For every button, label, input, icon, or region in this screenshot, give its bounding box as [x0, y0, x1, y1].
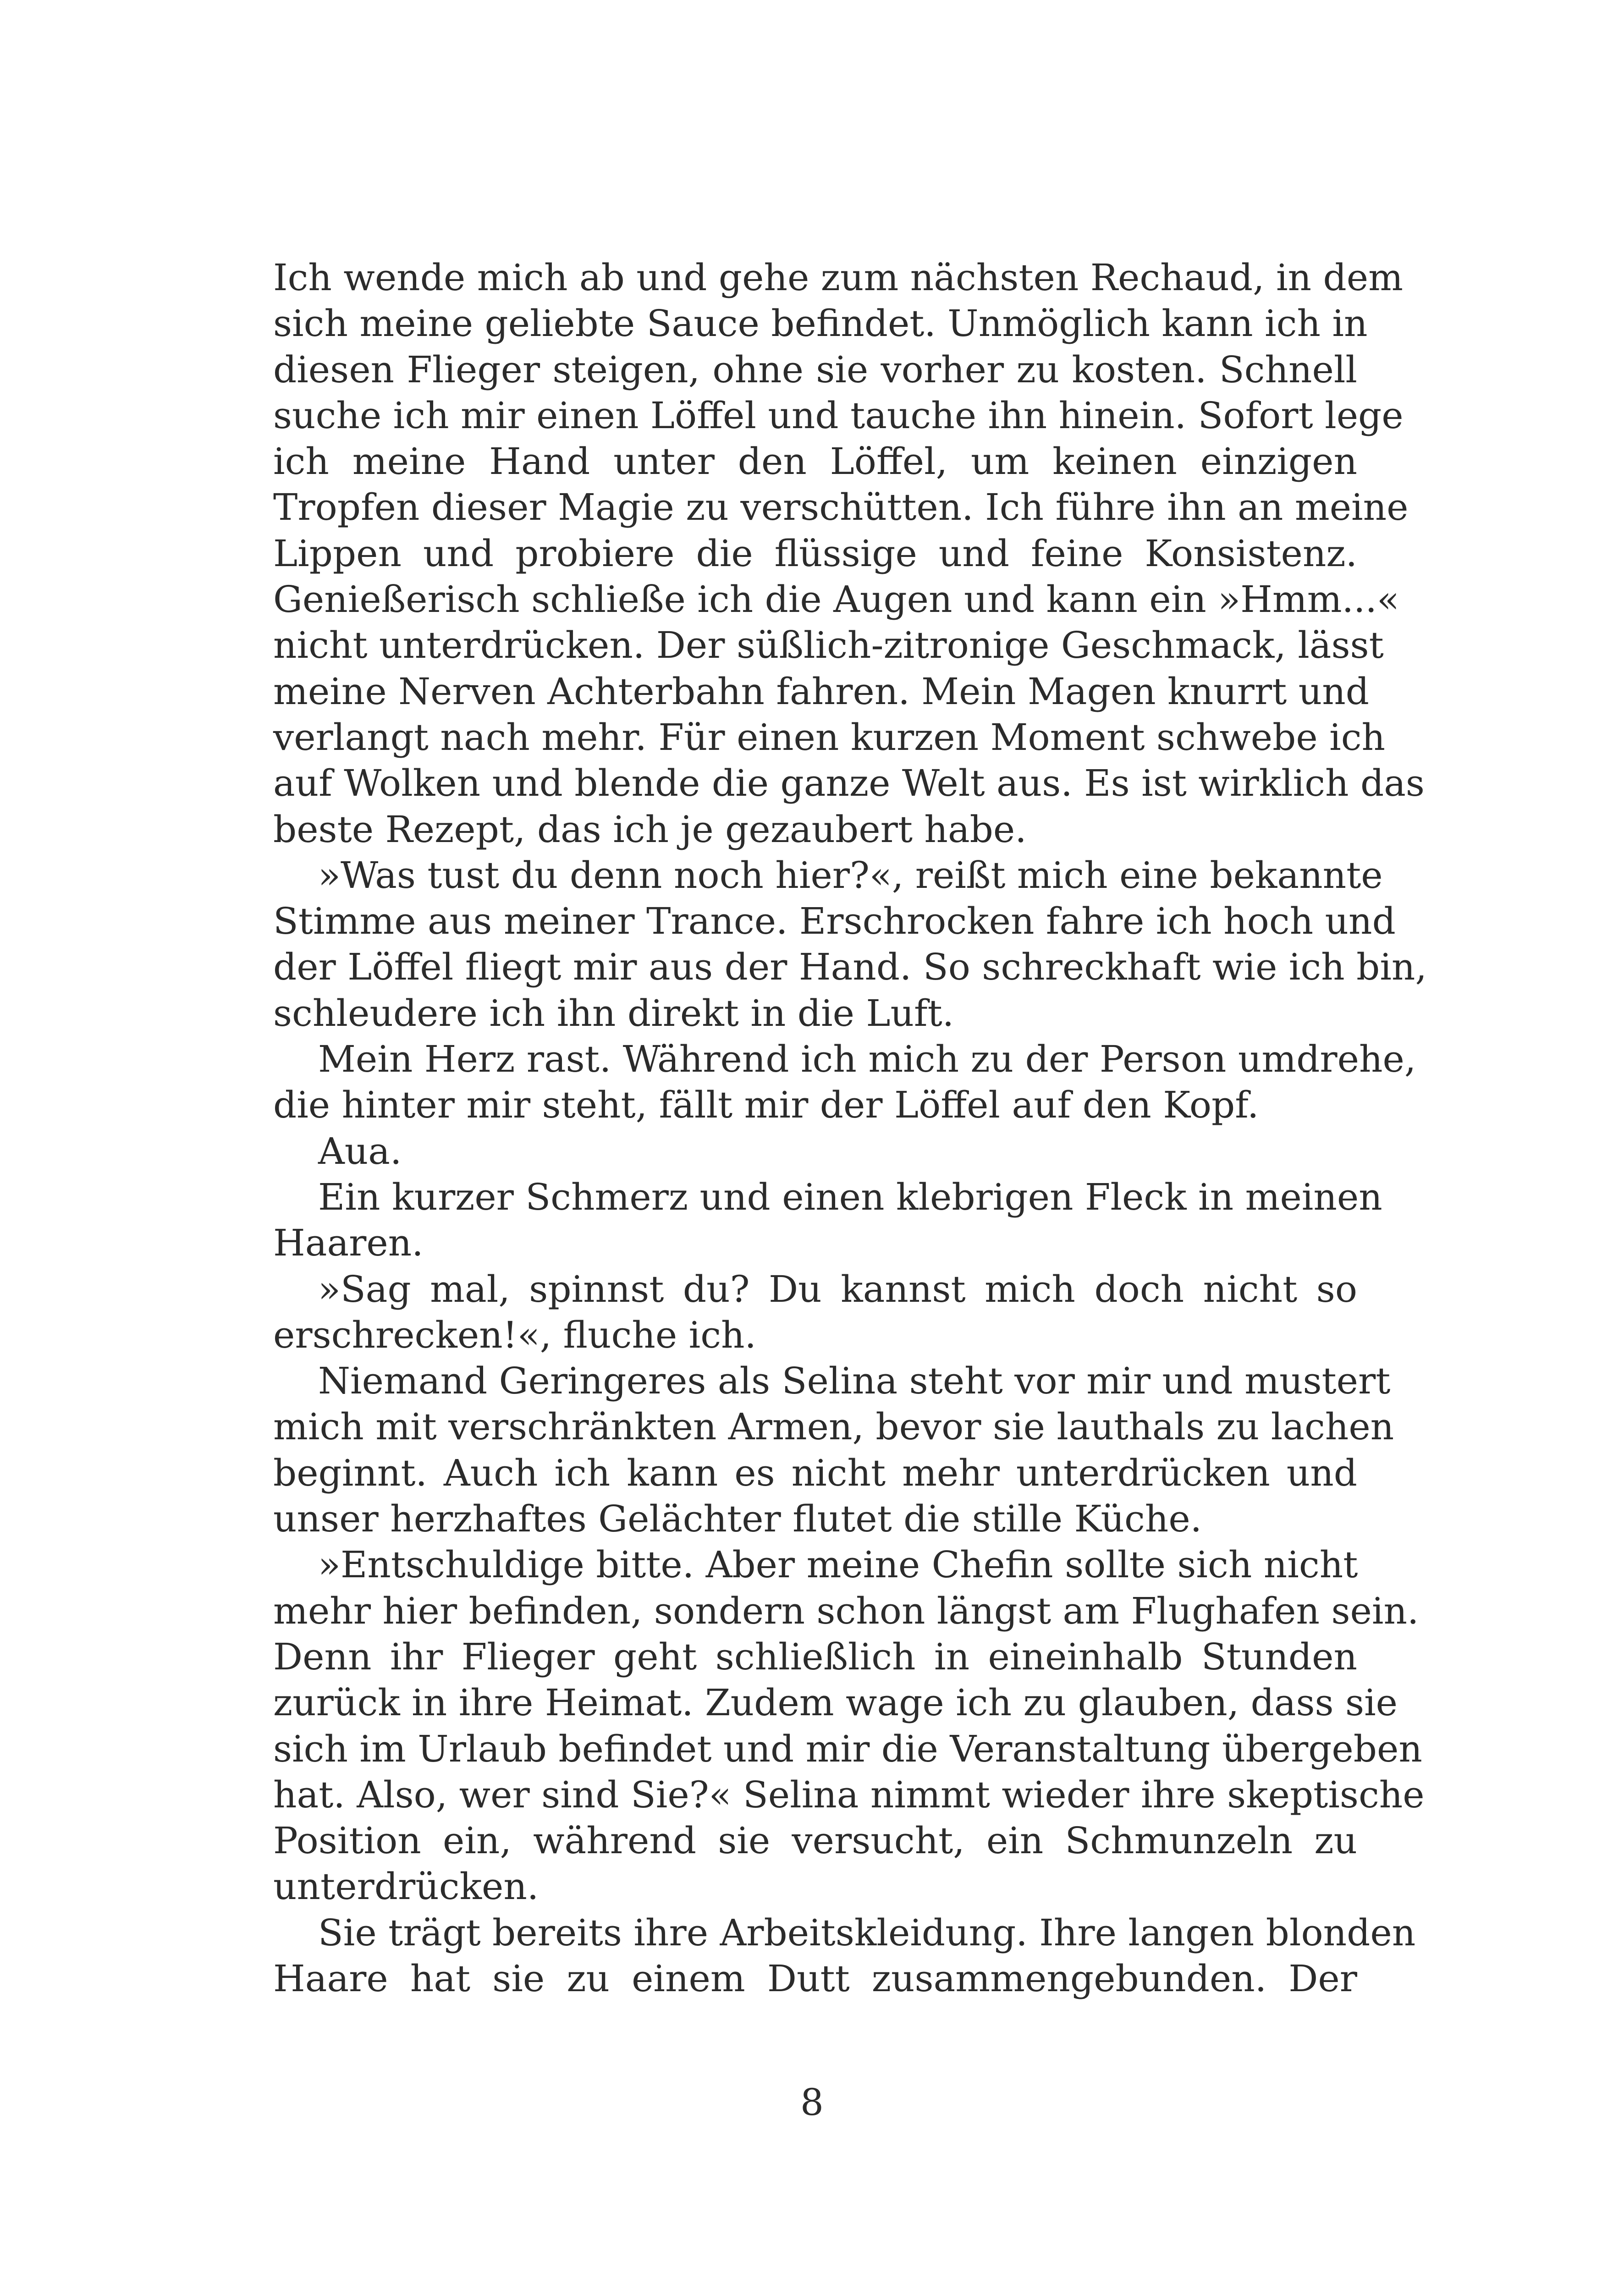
text-line: Aua. [318, 1129, 402, 1173]
text-line: die hinter mir steht, fällt mir der Löffel auf den Kopf. [273, 1084, 1259, 1127]
text-line: diesen Flieger steigen, ohne sie vorher zu kosten. Schnell [273, 348, 1357, 391]
text-line: Lippen und probiere die flüssige und feine Konsistenz. [273, 532, 1357, 575]
text-line: Haare hat sie zu einem Dutt zusammengebunden. Der [273, 1957, 1357, 2000]
text-line: ich meine Hand unter den Löffel, um keinen einzigen [273, 440, 1357, 483]
text-line: »Entschuldige bitte. Aber meine Chefin sollte sich nicht [318, 1543, 1358, 1586]
text-line: mehr hier befinden, sondern schon längst am Flughafen sein. [273, 1589, 1419, 1632]
text-line: hat. Also, wer sind Sie?« Selina nimmt wieder ihre skeptische [273, 1773, 1425, 1816]
text-line: mich mit verschränkten Armen, bevor sie lauthals zu lachen [273, 1405, 1394, 1448]
text-line: meine Nerven Achterbahn fahren. Mein Magen knurrt und [273, 670, 1369, 713]
text-line: unser herzhaftes Gelächter flutet die stille Küche. [273, 1498, 1202, 1541]
text-line: erschrecken!«, fluche ich. [273, 1313, 756, 1356]
text-line: »Was tust du denn noch hier?«, reißt mich eine bekannte [318, 853, 1383, 897]
text-line: Niemand Geringeres als Selina steht vor mir und mustert [318, 1360, 1391, 1403]
text-line: unterdrücken. [273, 1865, 539, 1908]
text-line: suche ich mir einen Löffel und tauche ihn hinein. Sofort lege [273, 394, 1404, 437]
text-line: verlangt nach mehr. Für einen kurzen Moment schwebe ich [273, 716, 1386, 759]
text-line: Sie trägt bereits ihre Arbeitskleidung. Ihre langen blonden [318, 1911, 1416, 1954]
text-line: sich meine geliebte Sauce befindet. Unmöglich kann ich in [273, 302, 1368, 345]
text-line: zurück in ihre Heimat. Zudem wage ich zu glauben, dass sie [273, 1681, 1398, 1724]
text-line: auf Wolken und blende die ganze Welt aus. Es ist wirklich das [273, 762, 1425, 805]
text-line: schleudere ich ihn direkt in die Luft. [273, 991, 954, 1035]
page-number: 8 [800, 2081, 824, 2124]
text-line: Ich wende mich ab und gehe zum nächsten Rechaud, in dem [273, 256, 1403, 299]
text-line: Position ein, während sie versucht, ein Schmunzeln zu [273, 1819, 1357, 1862]
text-line: sich im Urlaub befindet und mir die Veranstaltung übergeben [273, 1727, 1422, 1770]
text-line: »Sag mal, spinnst du? Du kannst mich doch nicht so [318, 1267, 1357, 1310]
body-text [273, 255, 1427, 2002]
text-line: Ein kurzer Schmerz und einen klebrigen Fleck in meinen [318, 1175, 1382, 1218]
text-line: Mein Herz rast. Während ich mich zu der Person umdrehe, [318, 1038, 1416, 1081]
text-line: beginnt. Auch ich kann es nicht mehr unterdrücken und [273, 1451, 1357, 1494]
text-line: der Löffel fliegt mir aus der Hand. So schreckhaft wie ich bin, [273, 946, 1427, 989]
text-line: Genießerisch schließe ich die Augen und kann ein »Hmm...« [273, 578, 1399, 621]
text-line: nicht unterdrücken. Der süßlich-zitronige Geschmack, lässt [273, 624, 1384, 667]
text-line: Denn ihr Flieger geht schließlich in eineinhalb Stunden [273, 1635, 1357, 1678]
text-line: Tropfen dieser Magie zu verschütten. Ich führe ihn an meine [273, 486, 1409, 529]
text-line: Haaren. [273, 1222, 424, 1265]
text-line: beste Rezept, das ich je gezaubert habe. [273, 808, 1027, 851]
text-line: Stimme aus meiner Trance. Erschrocken fahre ich hoch und [273, 900, 1396, 943]
